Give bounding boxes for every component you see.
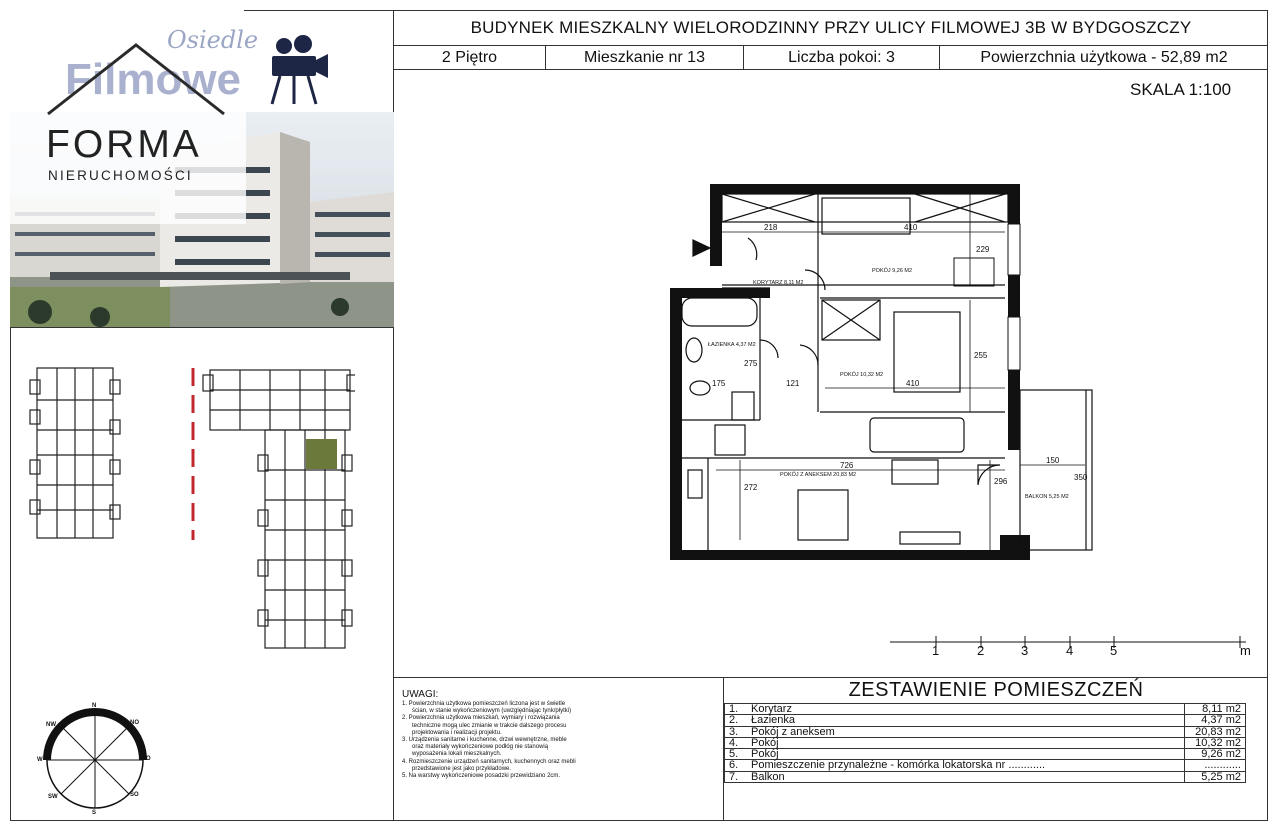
note-item: 2. Powierzchnia użytkowa mieszkań, wymiary i rozwiązania techniczne mogą ulec zmianie w trakcie dalszego procesu projektowania i realizacji projektu. [402,715,567,736]
room-name: Pokój [747,749,1185,760]
room-name: Pokój z aneksem [747,726,1185,737]
apartment-info-row [394,46,1268,70]
room-area: 20,83 m2 [1185,726,1246,737]
label-salon: POKÓJ Z ANEKSEM 20,83 M2 [780,472,857,478]
room-area: 8,11 m2 [1185,704,1246,715]
scale-tick-1: 1 [932,643,940,658]
dim-410a: 410 [904,223,918,232]
dim-150: 150 [1046,456,1060,465]
room-num: 5. [725,749,748,760]
room-num: 2. [725,715,748,726]
label-pokoj-2: POKÓJ 10,32 M2 [840,372,884,378]
dim-175: 175 [712,379,726,388]
compass-sw: SW [48,794,58,800]
dim-410b: 410 [906,379,920,388]
building-title: BUDYNEK MIESZKALNY WIELORODZINNY PRZY ULICY FILMOWEJ 3B W BYDGOSZCZY [394,10,1268,46]
apartment-number-cell: Mieszkanie nr 13 [546,46,744,69]
compass-w: W [37,757,43,763]
rooms-title: ZESTAWIENIE POMIESZCZEŃ [848,679,1144,701]
room-name: Pomieszczenie przynależne - komórka lokatorska nr ............ [747,760,1185,771]
logo-script-text: Osiedle [167,26,259,54]
rooms-count-cell: Liczba pokoi: 3 [744,46,940,69]
scale-unit: m [1240,643,1251,658]
floor-plan [660,180,1100,575]
label-pokoj-1: POKÓJ 9,26 M2 [872,268,913,274]
compass-rose [30,698,160,816]
table-row [725,715,1246,726]
note-item: 3. Urządzenia sanitarne i kuchenne, drzwi wewnętrzne, meble oraz materiały wykończeniowe podłóg nie stanowią wyposażenia lokali mieszkalnych. [402,737,567,758]
note-item: 4. Rozmieszczenie urządzeń sanitarnych, kuchennych oraz mebli przedstawione jest jako przykładowe. [402,758,576,772]
notes-list [402,701,578,780]
logo-word-text: Filmowe [65,55,242,104]
dim-726: 726 [840,461,854,470]
room-area: 5,25 m2 [1185,771,1246,782]
room-name: Pokój [747,737,1185,748]
company-name: FORMA [46,123,202,166]
room-name: Łazienka [747,715,1185,726]
table-row [725,760,1246,771]
osiedle-filmowe-logo [10,10,259,112]
dim-350: 350 [1074,473,1088,482]
scale-tick-2: 2 [977,643,985,658]
film-camera-icon [272,35,328,104]
company-subtitle: NIERUCHOMOŚCI [48,168,193,183]
dim-272: 272 [744,483,758,492]
compass-ne: NO [130,720,139,726]
compass-s: S [92,810,97,816]
scale-tick-3: 3 [1021,643,1029,658]
room-name: Korytarz [747,704,1185,715]
room-num: 3. [725,726,748,737]
room-area: ............ [1185,760,1246,771]
dim-218: 218 [764,223,778,232]
scale-label: SKALA 1:100 [1130,80,1232,99]
area-cell: Powierzchnia użytkowa - 52,89 m2 [980,48,1228,66]
room-name: Balkon [747,771,1185,782]
label-balkon: BALKON 5,25 M2 [1025,494,1069,500]
table-row [725,771,1246,782]
label-korytarz: KORYTARZ 8,11 M2 [753,280,804,286]
scale-tick-4: 4 [1066,643,1074,658]
building-location-plan [25,360,355,655]
room-num: 6. [725,760,748,771]
dim-229: 229 [976,245,990,254]
room-num: 4. [725,737,748,748]
compass-nw: NW [46,722,56,728]
dim-121: 121 [786,379,800,388]
dim-255: 255 [974,351,988,360]
rooms-table [724,703,1246,783]
compass-n: N [92,703,97,709]
room-area: 4,37 m2 [1185,715,1246,726]
notes-title: UWAGI: [402,689,439,700]
floor-cell: 2 Piętro [394,46,546,69]
table-row [725,704,1246,715]
scale-tick-5: 5 [1110,643,1118,658]
table-row [725,737,1246,748]
table-row [725,749,1246,760]
table-row [725,726,1246,737]
room-area: 9,26 m2 [1185,749,1246,760]
note-item: 1. Powierzchnia użytkowa pomieszczeń liczona jest w świetle ścian, w stanie wykończeniowym (uwzględniając tynk/płytki) [402,701,572,715]
room-num: 7. [725,771,748,782]
room-area: 10,32 m2 [1185,737,1246,748]
selected-apartment-highlight [306,439,337,469]
note-item: 5. Na warstwy wykończeniowe posadzki przewidziano 2cm. [402,773,561,780]
room-num: 1. [725,704,748,715]
compass-se: SO [130,792,139,798]
label-lazienka: ŁAZIENKA 4,37 M2 [708,342,756,348]
compass-e: O [146,756,151,762]
dim-275: 275 [744,359,758,368]
dim-296: 296 [994,477,1008,486]
